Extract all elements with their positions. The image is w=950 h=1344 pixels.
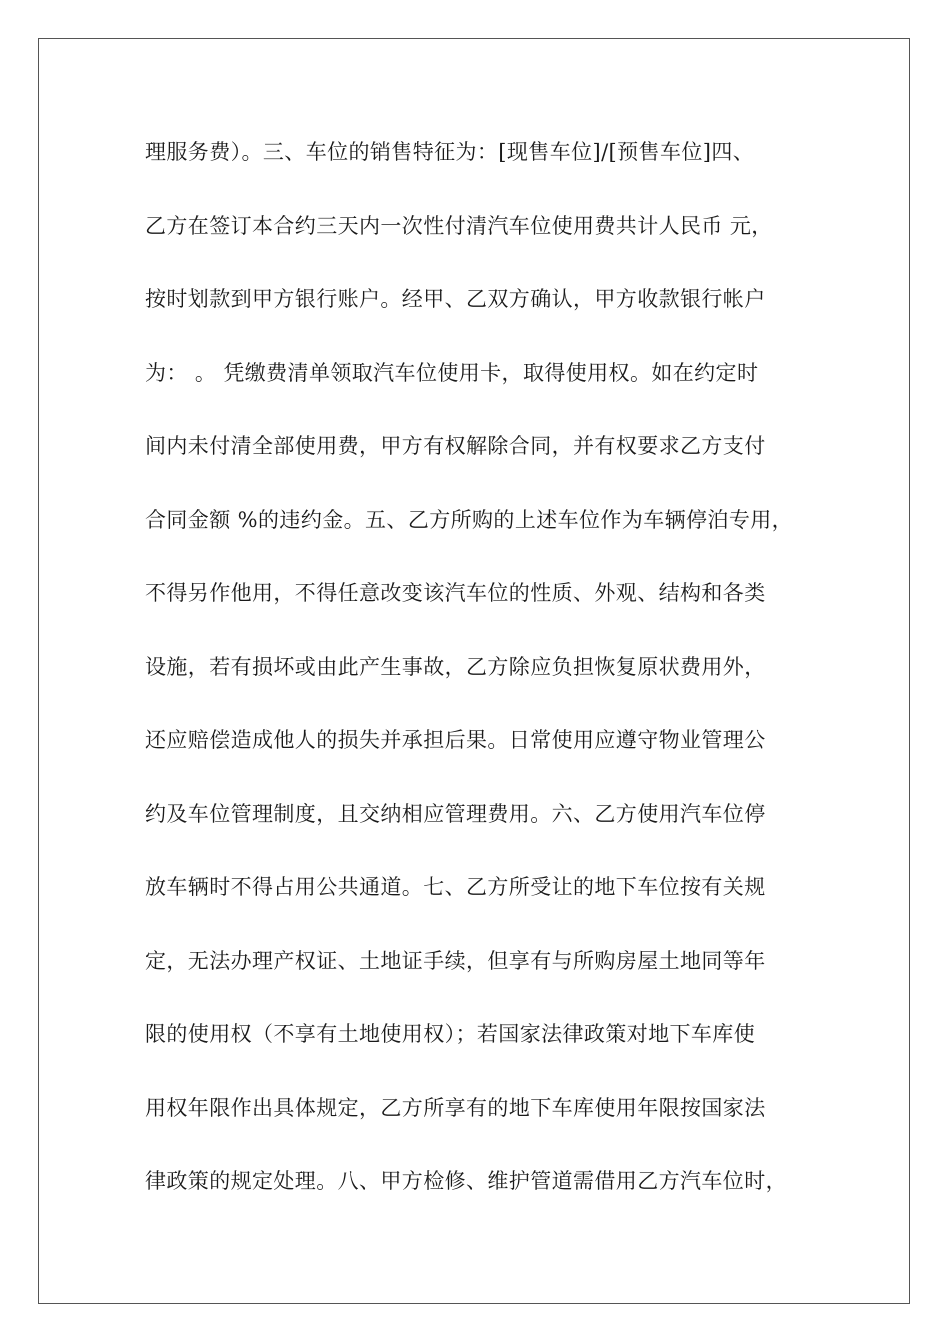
text-line: 还应赔偿造成他人的损失并承担后果。日常使用应遵守物业管理公 <box>145 728 766 752</box>
text-line: 约及车位管理制度，且交纳相应管理费用。六、乙方使用汽车位停 <box>145 801 766 826</box>
text-line: 乙方在签订本合约三天内一次性付清汽车位使用费共计人民币 元， <box>145 213 773 238</box>
document-body <box>145 130 805 1233</box>
text-line: 间内未付清全部使用费，甲方有权解除合同，并有权要求乙方支付 <box>145 434 766 458</box>
text-line: 理服务费）。三、车位的销售特征为：[现售车位]/[预售车位]四、 <box>145 140 755 164</box>
text-line: 定，无法办理产权证、土地证手续，但享有与所购房屋土地同等年 <box>145 948 766 973</box>
text-line: 为： 。 凭缴费清单领取汽车位使用卡，取得使用权。如在约定时 <box>145 360 759 385</box>
text-line: 设施，若有损坏或由此产生事故，乙方除应负担恢复原状费用外， <box>145 654 766 679</box>
text-line: 用权年限作出具体规定，乙方所享有的地下车库使用年限按国家法 <box>145 1095 766 1120</box>
text-line: 合同金额 %的违约金。五、乙方所购的上述车位作为车辆停泊专用， <box>145 507 794 532</box>
text-line: 按时划款到甲方银行账户。经甲、乙双方确认，甲方收款银行帐户 <box>145 287 766 311</box>
text-line: 不得另作他用，不得任意改变该汽车位的性质、外观、结构和各类 <box>145 581 766 605</box>
text-line: 限的使用权（不享有土地使用权）；若国家法律政策对地下车库使 <box>145 1022 756 1046</box>
text-line: 律政策的规定处理。八、甲方检修、维护管道需借用乙方汽车位时， <box>145 1169 787 1193</box>
text-line: 放车辆时不得占用公共通道。七、乙方所受让的地下车位按有关规 <box>145 875 766 899</box>
